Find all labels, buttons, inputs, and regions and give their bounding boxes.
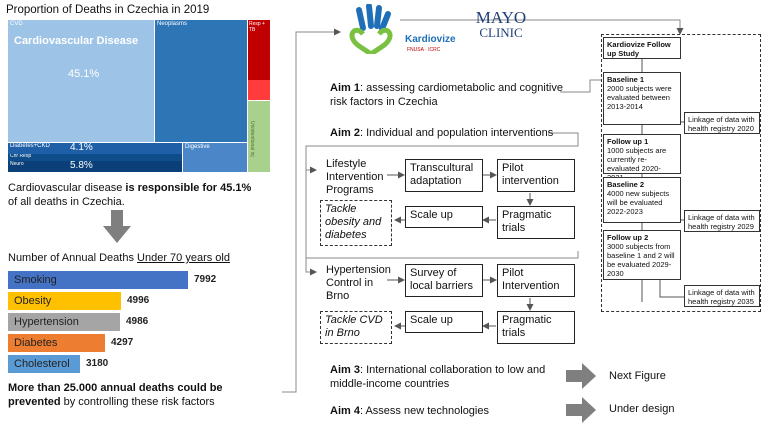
lifestyle-title2: Intervention	[326, 171, 384, 183]
tackle-obesity-box: Tackle obesity and diabetes	[320, 200, 392, 246]
followup2-title: Follow up 2	[607, 233, 649, 242]
aim2	[330, 127, 553, 139]
conclusion-bold2: prevented	[8, 396, 61, 408]
baseline2-title: Baseline 2	[607, 180, 645, 189]
kardiovize-logo	[345, 4, 455, 60]
statement-bold: is responsible for 45.1%	[125, 182, 252, 194]
aim1-text: : assessing cardiometabolic and cognitive	[359, 82, 563, 94]
next-figure-label: Next Figure	[609, 370, 666, 382]
treemap-cvd-label: Cardiovascular Disease	[14, 35, 139, 47]
hypertension-title3: Brno	[326, 290, 350, 302]
bar-diabetes: Diabetes	[8, 334, 105, 352]
baseline1-title: Baseline 1	[607, 75, 645, 84]
treemap-cvd-small: CVD	[10, 21, 23, 27]
aim3-bold: Aim 3	[330, 364, 360, 376]
scaleup-box: Scale up	[405, 206, 483, 228]
bar-cholesterol-value: 3180	[86, 358, 109, 369]
followup1-title: Follow up 1	[607, 137, 649, 146]
aim4-text: : Assess new technologies	[359, 405, 489, 417]
linkage3-box: Linkage of data with health registry 2035	[684, 285, 760, 307]
followup1-box	[603, 134, 681, 174]
pilot-intervention-box: Pilot Intervention	[497, 264, 575, 297]
aim2-bold: Aim 2	[330, 127, 360, 139]
hypertension-title	[326, 264, 391, 303]
baseline1-text: 2000 subjects were evaluated between 2013-2014	[607, 84, 672, 111]
aim1-bold: Aim 1	[330, 82, 360, 94]
treemap-cvd-pct: 45.1%	[68, 68, 100, 80]
aim3-text2: middle-income countries	[330, 378, 450, 390]
mayo-line2: CLINIC	[479, 25, 523, 40]
mayo-logo	[471, 9, 531, 40]
conclusion-bold1: More than 25.000 annual deaths could be	[8, 382, 223, 394]
hypertension-title1: Hypertension	[326, 264, 391, 276]
treemap-chrresp-label: Chr Resp	[10, 154, 32, 159]
bar-obesity: Obesity	[8, 292, 121, 310]
right-arrow-icon	[566, 363, 596, 389]
bar-hypertension: Hypertension	[8, 313, 120, 331]
treemap-neuro-label: Neuro	[10, 161, 24, 167]
aim4-bold: Aim 4	[330, 405, 360, 417]
bar-diabetes-value: 4297	[111, 337, 134, 348]
treemap-diabetes-pct: 4.1%	[70, 143, 93, 153]
lifestyle-title1: Lifestyle	[326, 158, 367, 170]
study-header: Kardiovize Follow up Study	[603, 37, 681, 59]
baseline1-box	[603, 72, 681, 125]
bar-cholesterol: Cholesterol	[8, 355, 80, 373]
aim3-text: : International collaboration to low and	[359, 364, 546, 376]
chart-title: Proportion of Deaths in Czechia in 2019	[6, 4, 210, 16]
treemap-other-label: Unintentional inj	[249, 121, 255, 157]
baseline2-box	[603, 177, 681, 223]
statement-pre: Cardiovascular disease	[8, 182, 126, 194]
baseline2-text: 4000 new subjects will be evaluated 2022-2023	[607, 189, 670, 216]
conclusion-rest: by controlling these risk factors	[60, 396, 215, 408]
hypertension-title2: Control in	[326, 277, 374, 289]
aim1-text2: risk factors in Czechia	[330, 96, 438, 108]
bar-smoking: Smoking	[8, 271, 188, 289]
mayo-line1: MAYO	[475, 8, 527, 27]
linkage2-box: Linkage of data with health registry 2029	[684, 210, 760, 232]
treemap-resp-label: Resp + TB	[249, 21, 265, 33]
hand-heart-icon	[345, 4, 405, 54]
pragmatic-trials-box: Pragmatic trials	[497, 311, 575, 344]
pragmatic-box: Pragmatic trials	[497, 206, 575, 239]
followup2-box	[603, 230, 681, 280]
treemap-digestive-label: Digestive	[185, 144, 210, 150]
survey-box: Survey of local barriers	[405, 264, 483, 297]
treemap-neoplasms-label: Neoplasms	[157, 21, 188, 27]
under-design-label: Under design	[609, 403, 675, 415]
treemap-neuro-pct: 5.8%	[70, 161, 93, 171]
followup1-text: 1000 subjects are currently re-evaluated 2020-	[607, 146, 667, 173]
bar-hypertension-value: 4986	[126, 316, 149, 327]
annual-title-under: Under 70 years old	[137, 252, 230, 264]
aim4	[330, 405, 489, 417]
lifestyle-title	[326, 158, 383, 197]
transcultural-box: Transcultural adaptation	[405, 159, 483, 192]
kardiovize-name: Kardiovize	[405, 34, 456, 45]
annual-title-text: Number of Annual Deaths	[8, 252, 138, 264]
bar-smoking-value: 7992	[194, 274, 217, 285]
aim1	[330, 81, 570, 109]
tackle-cvd-box: Tackle CVD in Brno	[320, 311, 392, 344]
treemap-diabetes-label: Diabetes+CKD	[10, 143, 50, 149]
kardiovize-sub: FNUSA · ICRC	[407, 47, 441, 53]
right-arrow-icon-2	[566, 397, 596, 423]
followup2-text: 3000 subjects from baseline 1 and 2 will be evaluated 2029-2030	[607, 242, 675, 278]
linkage1-box: Linkage of data with health registry 2020	[684, 112, 760, 134]
aim2-text: : Individual and population interventions	[359, 127, 554, 139]
aim3	[330, 363, 570, 391]
scaleup2-box: Scale up	[405, 311, 483, 333]
statement-post: of all deaths in Czechia.	[8, 196, 125, 208]
bar-obesity-value: 4996	[127, 295, 150, 306]
lifestyle-title3: Programs	[326, 184, 374, 196]
pilot-box: Pilot intervention	[497, 159, 575, 192]
